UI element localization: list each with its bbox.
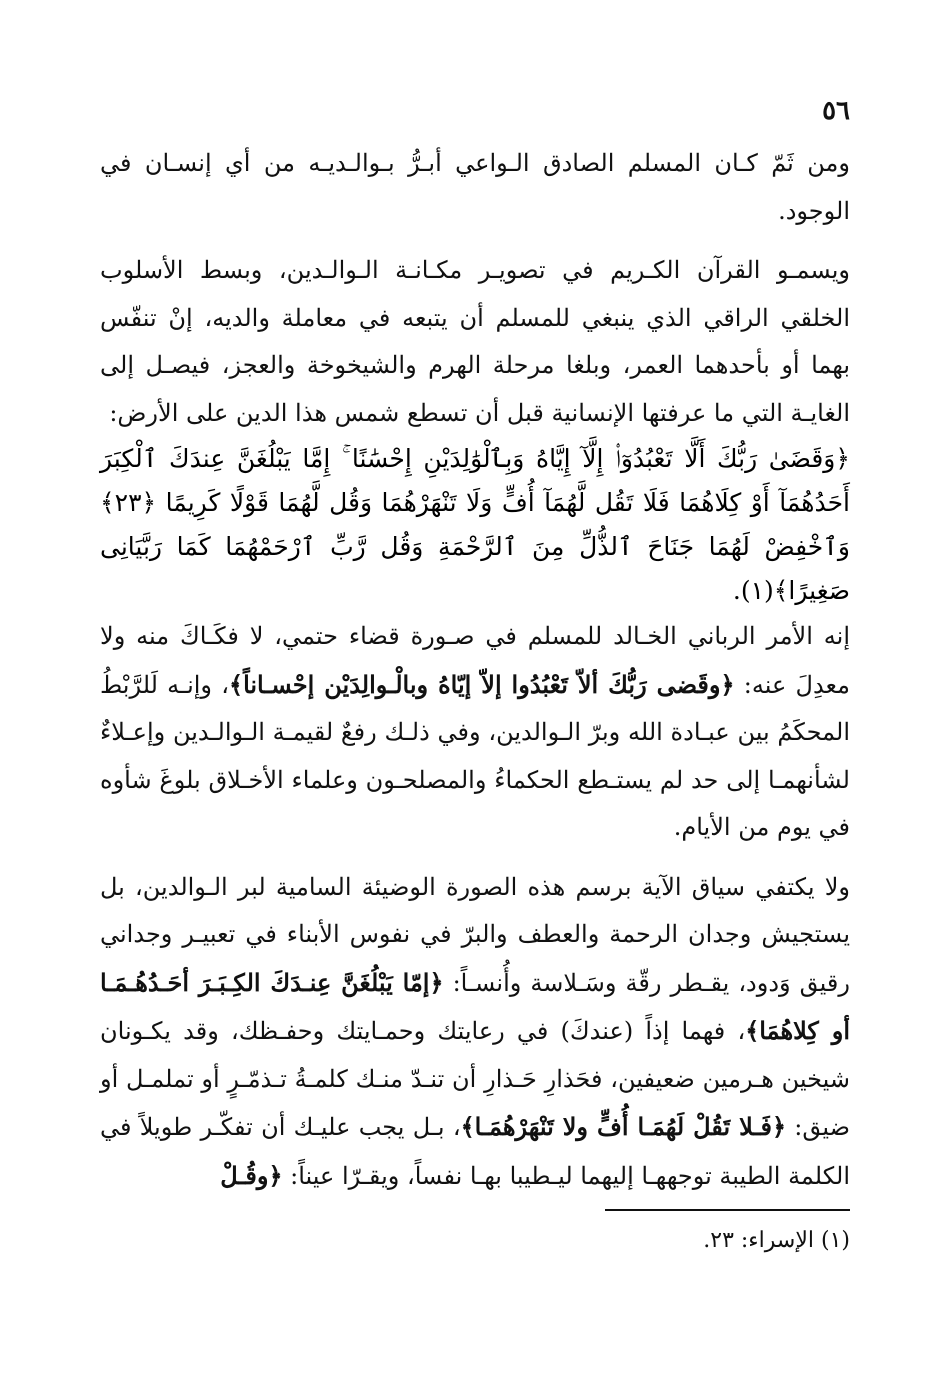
paragraph-3-text-b: ، وإنـه لَلرَّبْطُ المحكَمُ بين عبـادة الله وبرّ الـوالدين، وفي ذلـك رفعٌ لقيمـة الـوالـدين وإعـلاءٌ لشأنهمـا إلى حد لم يستـطع الحكماءُ والمصلحـون وعلماء الأخـلاق بلوغَ شأوه في يوم من الأيام. (100, 670, 850, 841)
body-text (100, 140, 850, 1200)
paragraph-4-text-b: ، فهما إذاً (عندكَ) في رعايتك وحمـايتك وحفـظك، وقد يكـونان شيخين هـرمين ضعيفين، فحَذارِ حَـذارِ أن تنـدّ منـك كلمـةُ تـذمّـرٍ أو تملمـل أو ضيق: (100, 1017, 851, 1141)
paragraph-3-text-a: إنه الأمر الرباني الخـالد للمسلم في صـورة قضاء حتمي، لا فكَـاكَ منه ولا معدِلَ عنه: (100, 622, 850, 699)
inline-verse: ﴿وقُـلْ (220, 1160, 283, 1190)
inline-verse: ﴿وقَضى رَبُّكَ ألاّ تَعْبُدُوا إلاّ إيّاهُ وبالْـوالِدَيْن إحْسـاناً﴾ (229, 669, 735, 699)
inline-verse: ﴿فَـلا تَقُلْ لَهُمَـا أُفٍّ ولا تَنْهَرْهُمَـا﴾ (460, 1112, 787, 1141)
paragraph-4-text-c: ، بـل يجب عليـك أن تفكّـر طويلاً في الكلمة الطيبة توجههـا إليهما ليـطيبا بهـا نفساً، ويقـرّا عيناً: (100, 1113, 850, 1190)
page-number: ٥٦ (822, 96, 850, 126)
quran-verse-block: ﴿وَقَضَىٰ رَبُّكَ أَلَّا تَعْبُدُوٓا۟ إِلَّآ إِيَّاهُ وَبِٱلْوَٰلِدَيْنِ إِحْسَٰنًا ۚ إِمَّا يَبْلُغَنَّ عِندَكَ ٱلْكِبَرَ أَحَدُهُمَآ أَوْ كِلَاهُمَا فَلَا تَقُل لَّهُمَآ أُفٍّ وَلَا تَنْهَرْهُمَا وَقُل لَّهُمَا قَوْلًا كَرِيمًا ﴿٢٣﴾ وَٱخْفِضْ لَهُمَا جَنَاحَ ٱلذُّلِّ مِنَ ٱلرَّحْمَةِ وَقُل رَّبِّ ٱرْحَمْهُمَا كَمَا رَبَّيَانِى صَغِيرًا﴾(١). (100, 444, 850, 605)
footnote-divider (605, 1209, 850, 1211)
paragraph-2: ويسمـو القرآن الكـريم في تصويـر مكـانـة الـوالـدين، وبسط الأسلوب الخلقي الراقي الذي ينبغي للمسلم أن يتبعه في معاملة والديه، إنْ تنفّس بهما أو بأحدهما العمر، وبلغا مرحلة الهرم والشيخوخة والعجز، فيصـل إلى الغايـة التي ما عرفتها الإنسانية قبل أن تسطع شمس هذا الدين على الأرض: (100, 256, 850, 427)
paragraph-3 (100, 613, 850, 852)
paragraph-4-text-a: ولا يكتفي سياق الآية برسم هذه الصورة الوضيئة السامية لبر الـوالدين، بل يستجيش وجدان الرحمة والعطف والبرّ في نفوس الأبناء في تعبيـر وجداني رقيق وَدود، يقـطر رقّة وسَـلاسة وأُنسـاً: (100, 872, 850, 997)
inline-verse: ﴿إمّا يَبْلُغَنَّ عِنـدَكَ الكِـبَـرَ أحَـدُهُـمَـا أو كِلاهُمَا﴾ (100, 967, 851, 1045)
paragraph-4 (100, 864, 850, 1201)
footnote: (١) الإسراء: ٢٣. (703, 1228, 850, 1253)
paragraph-1: ومن ثَمّ كـان المسلم الصادق الـواعي أبـرُّ بـوالـديـه من أي إنسـان في الوجود. (100, 149, 850, 225)
